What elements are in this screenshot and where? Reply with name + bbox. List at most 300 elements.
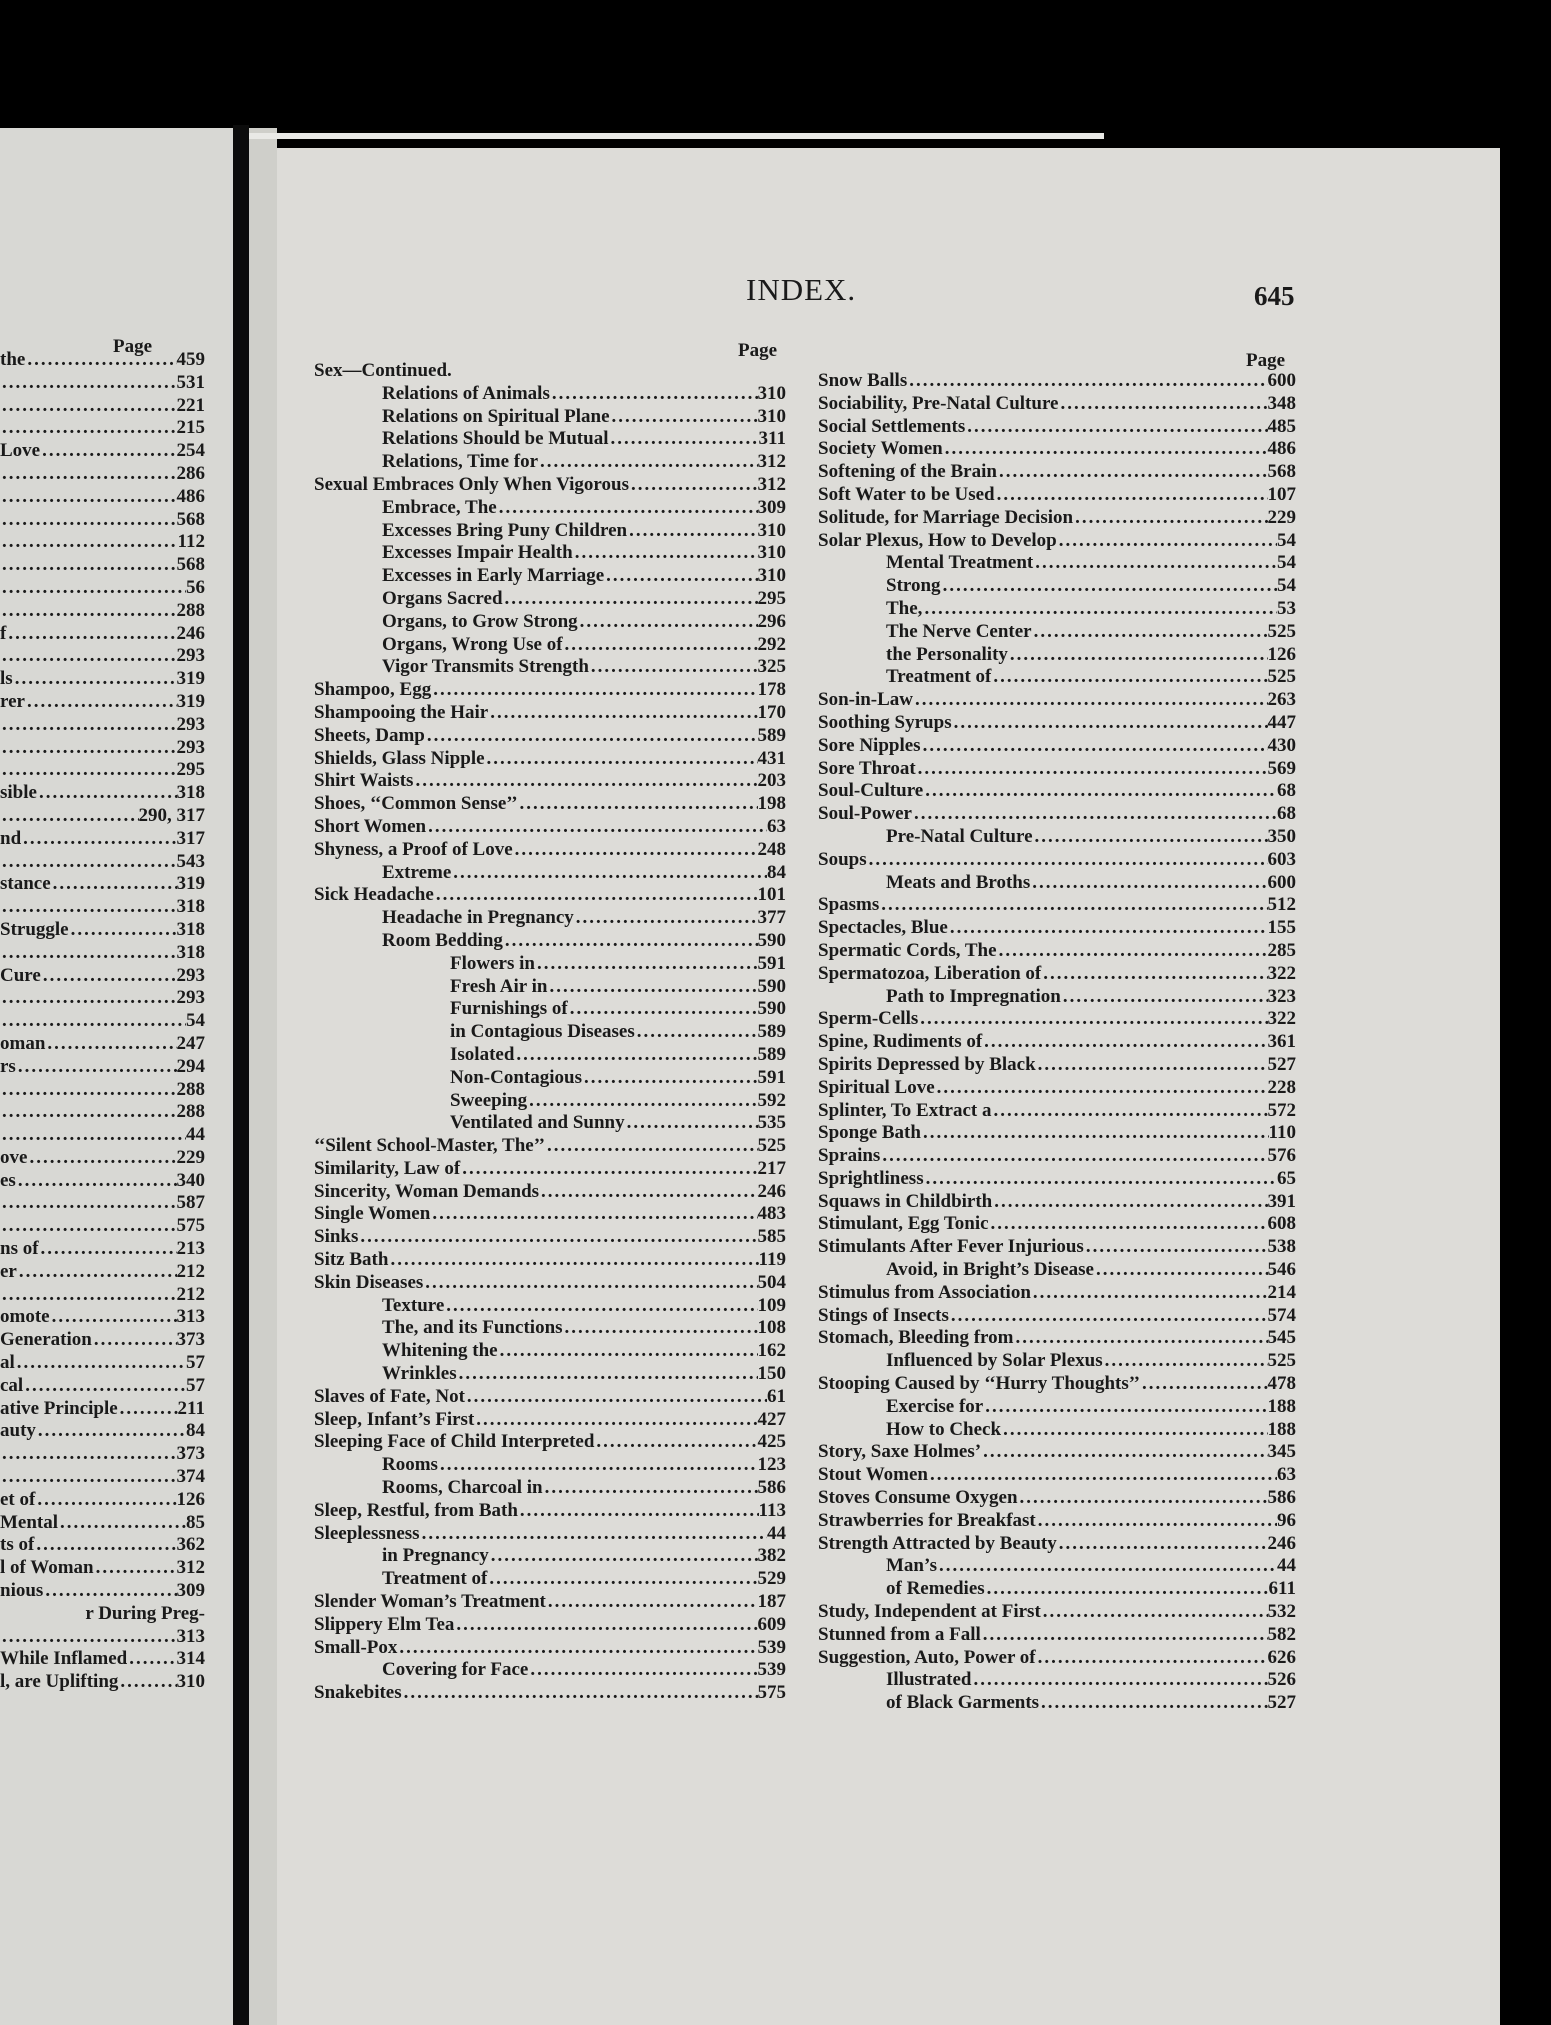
index-entry-page: 212 [176, 1260, 205, 1282]
index-entry-page: 361 [1267, 1031, 1296, 1053]
index-entry-page: 527 [1267, 1692, 1296, 1714]
index-entry-label: Mental Treatment [886, 552, 1034, 574]
leader-dots [465, 1386, 767, 1409]
leader-dots [1031, 1282, 1268, 1305]
leader-dots [952, 712, 1268, 735]
index-entry [314, 520, 786, 543]
index-entry-label: Shoes, ‘‘Common Sense’’ [314, 793, 518, 815]
index-entry-label: Love [0, 440, 41, 462]
index-entry-page: 425 [757, 1431, 786, 1453]
index-entry-label: Story, Saxe Holmes’ [818, 1441, 982, 1463]
index-entry-label: Rooms [382, 1454, 438, 1476]
index-entry [0, 349, 205, 372]
index-entry [314, 702, 786, 725]
index-entry-label: Sweeping [450, 1089, 528, 1111]
index-entry-page: 319 [176, 690, 205, 712]
index-entry-label: f [0, 622, 7, 644]
index-entry [314, 1249, 786, 1272]
index-entry [818, 1100, 1296, 1123]
index-entry-page: 322 [1267, 1008, 1296, 1030]
index-entry-label: Spectacles, Blue [818, 917, 948, 939]
index-entry-page: 293 [176, 987, 205, 1009]
index-entry-page: 212 [176, 1283, 205, 1305]
index-entry-label: rs [0, 1055, 16, 1077]
index-entry [0, 577, 205, 600]
index-entry [0, 1329, 205, 1352]
index-entry-label: Furnishings of [450, 998, 568, 1020]
index-entry-page: 54 [186, 1010, 205, 1032]
index-entry [314, 1112, 786, 1135]
index-entry-page: 626 [1267, 1646, 1296, 1668]
index-entry-label: Softening of the Brain [818, 461, 997, 483]
index-entry [0, 668, 205, 691]
index-entry-page: 162 [757, 1340, 786, 1362]
index-entry-label: Solitude, for Marriage Decision [818, 506, 1074, 528]
index-entry [314, 588, 786, 611]
index-entry-page: 531 [176, 371, 205, 393]
leader-dots [503, 930, 758, 953]
index-entry-page: 539 [757, 1636, 786, 1658]
index-entry-page: 312 [176, 1557, 205, 1579]
index-entry-label: Snakebites [314, 1682, 402, 1704]
leader-dots [94, 1557, 177, 1580]
index-entry-page: 525 [757, 1135, 786, 1157]
index-entry-label: Stout Women [818, 1464, 928, 1486]
index-entry-page: 286 [176, 462, 205, 484]
index-entry-page: 608 [1267, 1213, 1296, 1235]
index-entry-label: ls [0, 668, 13, 690]
leader-dots [6, 623, 176, 646]
index-entry-page: 568 [176, 554, 205, 576]
leader-dots [1041, 1601, 1268, 1624]
index-entry-label: Stunned from a Fall [818, 1623, 981, 1645]
index-entry [314, 1226, 786, 1249]
index-entry-page: 373 [176, 1443, 205, 1465]
index-entry-label: Squaws in Childbirth [818, 1190, 993, 1212]
index-entry-label: al [0, 1352, 15, 1374]
leader-dots [45, 1033, 176, 1056]
leader-dots [518, 793, 758, 816]
index-entry-page: 545 [1267, 1327, 1296, 1349]
index-entry [314, 816, 786, 839]
leader-dots [127, 1648, 176, 1671]
index-entry-page: 587 [176, 1192, 205, 1214]
index-entry-label: Sprightliness [818, 1167, 924, 1189]
index-entry [818, 735, 1296, 758]
index-entry [818, 986, 1296, 1009]
leader-dots [460, 1158, 757, 1181]
leader-dots [1103, 1350, 1268, 1373]
index-entry-page: 486 [176, 485, 205, 507]
index-entry [0, 1284, 205, 1307]
index-entry-page: 310 [757, 382, 786, 404]
index-entry-page: 229 [176, 1146, 205, 1168]
page-gutter [249, 128, 277, 2025]
leader-dots [0, 896, 177, 919]
leader-dots [25, 349, 176, 372]
index-entry [314, 748, 786, 771]
index-entry [314, 930, 786, 953]
leader-dots [0, 1626, 177, 1649]
index-entry-label: of Black Garments [886, 1692, 1040, 1714]
index-entry [314, 793, 786, 816]
index-entry-label: Son-in-Law [818, 689, 914, 711]
index-entry-label: Shields, Glass Nipple [314, 747, 485, 769]
index-entry-page: 590 [757, 975, 786, 997]
leader-dots [992, 1191, 1267, 1214]
index-entry-label: Slippery Elm Tea [314, 1613, 455, 1635]
leader-dots [420, 1523, 767, 1546]
index-entry-label: Sex—Continued. [314, 360, 452, 381]
leader-dots [34, 1534, 176, 1557]
leader-dots [0, 1010, 186, 1033]
index-entry-label: Wrinkles [382, 1363, 457, 1385]
index-entry-label: Ventilated and Sunny [450, 1112, 625, 1134]
index-entry [314, 1386, 786, 1409]
index-entry [314, 542, 786, 565]
index-entry [314, 360, 786, 383]
index-entry [818, 803, 1296, 826]
index-entry-label: Excesses in Early Marriage [382, 565, 605, 587]
index-entry-label: Strawberries for Breakfast [818, 1509, 1036, 1531]
index-entry-page: 293 [176, 713, 205, 735]
index-entry [0, 554, 205, 577]
index-entry-page: 525 [1267, 666, 1296, 688]
index-entry [314, 1477, 786, 1500]
index-entry-page: 56 [186, 576, 205, 598]
index-entry [818, 1145, 1296, 1168]
index-entry-label: r During Preg- [85, 1602, 205, 1624]
index-entry-label: Sociability, Pre-Natal Culture [818, 392, 1059, 414]
index-entry-page: 589 [757, 724, 786, 746]
index-entry-page: 525 [1267, 1350, 1296, 1372]
index-entry [0, 737, 205, 760]
leader-dots [51, 873, 177, 896]
leader-dots [0, 737, 177, 760]
index-entry [314, 1340, 786, 1363]
index-entry-label: Shyness, a Proof of Love [314, 838, 513, 860]
index-entry-label: the Personality [886, 643, 1008, 665]
leader-dots [1030, 872, 1267, 895]
index-entry-page: 310 [757, 519, 786, 541]
index-entry-label: Strength Attracted by Beauty [818, 1532, 1057, 1554]
index-entry-page: 543 [176, 850, 205, 872]
index-entry [314, 1409, 786, 1432]
index-entry-page: 609 [757, 1613, 786, 1635]
leader-dots [0, 942, 177, 965]
index-entry-label: Stomach, Bleeding from [818, 1327, 1014, 1349]
index-entry-page: 382 [757, 1545, 786, 1567]
index-entry-page: 119 [758, 1249, 786, 1271]
index-entry [0, 1375, 205, 1398]
leader-dots [1140, 1373, 1267, 1396]
leader-dots [0, 851, 177, 874]
middle-index-column [314, 360, 786, 1705]
index-entry-label: oman [0, 1032, 46, 1054]
leader-dots [397, 1637, 757, 1660]
leader-dots [547, 976, 757, 999]
leader-dots [41, 965, 177, 988]
index-entry-page: 427 [757, 1408, 786, 1430]
index-entry-label: Sperm-Cells [818, 1008, 919, 1030]
index-entry [0, 1466, 205, 1489]
index-entry-label: Stimulant, Egg Tonic [818, 1213, 989, 1235]
index-entry-page: 377 [757, 907, 786, 929]
index-entry [0, 645, 205, 668]
index-entry [818, 507, 1296, 530]
leader-dots [1036, 1647, 1268, 1670]
leader-dots [0, 1284, 177, 1307]
index-entry [0, 395, 205, 418]
leader-dots [578, 611, 758, 634]
index-entry-label: Meats and Broths [886, 871, 1031, 893]
index-entry-page: 54 [1277, 529, 1296, 551]
index-entry-page: 504 [757, 1271, 786, 1293]
index-entry [314, 565, 786, 588]
leader-dots [457, 1363, 758, 1386]
leader-dots [563, 1317, 758, 1340]
leader-dots [503, 588, 758, 611]
index-entry-label: Sincerity, Woman Demands [314, 1180, 540, 1202]
index-entry [314, 839, 786, 862]
leader-dots [15, 1352, 186, 1375]
leader-dots [444, 1295, 757, 1318]
leader-dots [589, 656, 758, 679]
leader-dots [1039, 1692, 1267, 1715]
index-entry-page: 532 [1267, 1601, 1296, 1623]
index-entry [314, 1659, 786, 1682]
leader-dots [1036, 1054, 1268, 1077]
index-entry [0, 1534, 205, 1557]
leader-dots [35, 1489, 176, 1512]
index-entry-page: 310 [757, 542, 786, 564]
index-entry-label: Spiritual Love [818, 1076, 935, 1098]
leader-dots [430, 1203, 757, 1226]
index-entry-page: 323 [1267, 985, 1296, 1007]
index-entry-page: 590 [757, 929, 786, 951]
index-entry-label: Similarity, Law of [314, 1157, 461, 1179]
index-entry [818, 1236, 1296, 1259]
index-entry-page: 568 [176, 508, 205, 530]
index-entry [314, 1591, 786, 1614]
index-entry [314, 1523, 786, 1546]
index-entry [818, 826, 1296, 849]
index-entry-label: Sleep, Restful, from Bath [314, 1499, 518, 1521]
index-entry [818, 1373, 1296, 1396]
index-entry-label: ove [0, 1146, 28, 1168]
index-entry-page: 575 [176, 1215, 205, 1237]
leader-dots [118, 1398, 178, 1421]
index-entry [314, 907, 786, 930]
leader-dots [573, 542, 758, 565]
index-entry-page: 362 [176, 1534, 205, 1556]
leader-dots [0, 372, 177, 395]
index-entry-label: ‘‘Silent School-Master, The’’ [314, 1135, 545, 1157]
index-entry-label: Sinks [314, 1226, 359, 1248]
index-entry-label: Society Women [818, 438, 943, 460]
index-entry-label: Strong [886, 575, 941, 597]
index-entry-label: Spermatozoa, Liberation of [818, 962, 1042, 984]
leader-dots [1094, 1259, 1268, 1282]
index-entry [0, 1124, 205, 1147]
index-entry-page: 292 [757, 633, 786, 655]
leader-dots [37, 782, 177, 805]
leader-dots [922, 598, 1277, 621]
leader-dots [608, 428, 758, 451]
leader-dots [13, 668, 177, 691]
index-entry-page: 430 [1267, 734, 1296, 756]
index-entry-page: 246 [1267, 1532, 1296, 1554]
leader-dots [538, 451, 757, 474]
index-entry-label: in Pregnancy [382, 1545, 489, 1567]
book-spine [233, 125, 249, 2025]
index-entry-page: 592 [757, 1089, 786, 1111]
leader-dots [991, 666, 1267, 689]
index-entry-page: 150 [757, 1363, 786, 1385]
leader-dots [582, 1067, 758, 1090]
index-entry-page: 318 [176, 782, 205, 804]
index-entry-label: Soul-Culture [818, 780, 924, 802]
index-entry-page: 319 [176, 873, 205, 895]
leader-dots [39, 1238, 177, 1261]
leader-dots [388, 1249, 758, 1272]
index-entry [818, 940, 1296, 963]
index-entry [0, 1306, 205, 1329]
index-entry-page: 318 [176, 941, 205, 963]
leader-dots [21, 828, 176, 851]
index-entry-page: 178 [757, 679, 786, 701]
index-entry [818, 1441, 1296, 1464]
index-entry-label: Struggle [0, 918, 69, 940]
index-entry-page: 478 [1267, 1373, 1296, 1395]
leader-dots [513, 839, 758, 862]
leader-dots [413, 770, 757, 793]
index-entry-label: Organs, Wrong Use of [382, 633, 563, 655]
index-entry [314, 451, 786, 474]
index-entry [818, 1054, 1296, 1077]
leader-dots [0, 463, 177, 486]
index-entry [0, 463, 205, 486]
index-entry-page: 574 [1267, 1304, 1296, 1326]
index-entry-page: 44 [186, 1124, 205, 1146]
leader-dots [981, 1441, 1267, 1464]
index-entry-label: Fresh Air in [450, 975, 548, 997]
index-entry [818, 1510, 1296, 1533]
index-entry [818, 917, 1296, 940]
index-entry-label: Spasms [818, 894, 880, 916]
index-entry [0, 987, 205, 1010]
index-entry-label: Slender Woman’s Treatment [314, 1591, 546, 1613]
index-entry [818, 1259, 1296, 1282]
index-entry-page: 539 [757, 1659, 786, 1681]
index-entry [0, 1671, 205, 1694]
index-entry [0, 942, 205, 965]
index-entry-page: 582 [1267, 1623, 1296, 1645]
index-entry-page: 318 [176, 918, 205, 940]
leader-dots [594, 1431, 757, 1454]
leader-dots [574, 907, 758, 930]
index-entry-page: 288 [176, 1101, 205, 1123]
index-entry-label: Relations, Time for [382, 451, 539, 473]
index-entry [314, 1454, 786, 1477]
index-entry-label: Shampoo, Egg [314, 679, 432, 701]
index-entry [818, 1031, 1296, 1054]
index-entry-label: Isolated [450, 1043, 515, 1065]
index-entry [314, 679, 786, 702]
index-entry [818, 416, 1296, 439]
index-entry-page: 84 [186, 1420, 205, 1442]
leader-dots [0, 531, 178, 554]
leader-dots [1018, 1487, 1268, 1510]
index-entry-label: the [0, 349, 26, 370]
index-entry [0, 828, 205, 851]
index-entry [818, 484, 1296, 507]
index-entry [818, 849, 1296, 872]
index-entry-page: 263 [1267, 689, 1296, 711]
index-entry-label: Shirt Waists [314, 770, 414, 792]
index-entry-page: 57 [186, 1374, 205, 1396]
index-entry-page: 248 [757, 838, 786, 860]
leader-dots [17, 1261, 177, 1284]
index-entry-label: nious [0, 1580, 44, 1602]
index-entry-label: Path to Impregnation [886, 985, 1061, 1007]
leader-dots [514, 1044, 757, 1067]
leader-dots [488, 702, 757, 725]
index-entry-label: Soups [818, 848, 867, 870]
leader-dots [50, 1306, 177, 1329]
index-entry [0, 1603, 205, 1626]
index-entry-page: 188 [1267, 1395, 1296, 1417]
leader-dots [635, 1021, 758, 1044]
index-entry-page: 101 [757, 884, 786, 906]
index-entry-page: 313 [176, 1306, 205, 1328]
leader-dots [92, 1329, 177, 1352]
index-entry-label: Extreme [382, 861, 452, 883]
index-entry [818, 758, 1296, 781]
index-entry-page: 295 [176, 759, 205, 781]
leader-dots [880, 1145, 1267, 1168]
index-entry-page: 319 [176, 668, 205, 690]
index-entry [314, 1295, 786, 1318]
index-entry-page: 586 [1267, 1487, 1296, 1509]
index-entry-label: Flowers in [450, 952, 535, 974]
leader-dots [27, 1147, 176, 1170]
index-entry-page: 313 [176, 1625, 205, 1647]
index-entry [314, 770, 786, 793]
leader-dots [0, 1215, 177, 1238]
leader-dots [0, 486, 177, 509]
leader-dots [627, 520, 757, 543]
index-entry [0, 1420, 205, 1443]
index-entry [818, 621, 1296, 644]
index-entry-page: 374 [176, 1466, 205, 1488]
leader-dots [1057, 1533, 1268, 1556]
index-entry-label: Man’s [886, 1555, 938, 1577]
index-entry-page: 68 [1277, 803, 1296, 825]
index-entry-page: 246 [176, 622, 205, 644]
index-entry [818, 1692, 1296, 1715]
index-entry [314, 656, 786, 679]
index-entry [314, 998, 786, 1021]
index-entry-label: Single Women [314, 1203, 431, 1225]
index-entry-page: 254 [176, 440, 205, 462]
index-entry-page: 215 [176, 417, 205, 439]
index-entry [818, 644, 1296, 667]
leader-dots [1057, 530, 1277, 553]
leader-dots [1001, 1419, 1267, 1442]
index-entry-label: Snow Balls [818, 370, 908, 391]
index-entry [314, 634, 786, 657]
